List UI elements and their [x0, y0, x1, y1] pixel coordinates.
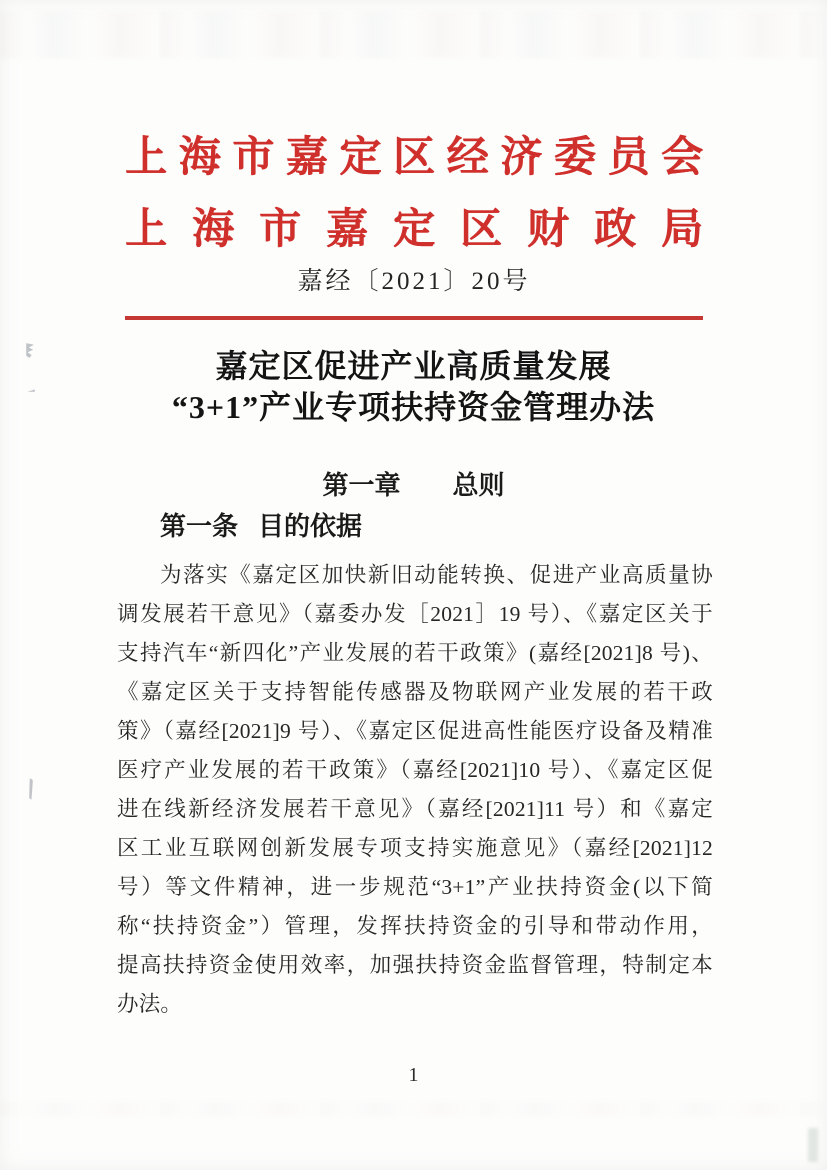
- body-line: 支持汽车“新四化”产业发展的若干政策》(嘉经[2021]8 号)、: [117, 641, 713, 665]
- body-line: 号）等文件精神，进一步规范“3+1”产业扶持资金(以下简: [117, 875, 713, 899]
- body-line: 调发展若干意见》（嘉委办发［2021］19 号）、《嘉定区关于: [117, 602, 713, 626]
- page-number: 1: [408, 1064, 419, 1086]
- body-line: 称“扶持资金”）管理，发挥扶持资金的引导和带动作用，: [117, 914, 713, 938]
- scan-smudge-mark: [29, 778, 33, 800]
- document-title-line-1: 嘉定区促进产业高质量发展: [215, 348, 612, 384]
- scan-smudge-mark: [808, 1128, 818, 1162]
- red-separator-line: [125, 316, 703, 320]
- body-line: 策》（嘉经[2021]9 号）、《嘉定区促进高性能医疗设备及精准: [117, 719, 713, 743]
- body-line: 《嘉定区关于支持智能传感器及物联网产业发展的若干政: [117, 680, 713, 704]
- body-line: 提高扶持资金使用效率，加强扶持资金监督管理，特制定本: [117, 953, 713, 977]
- body-line: 为落实《嘉定区加快新旧动能转换、促进产业高质量协: [160, 563, 713, 587]
- issuing-org-line-2: 上海市嘉定区财政局: [125, 207, 729, 253]
- document-title-line-2: “3+1”产业专项扶持资金管理办法: [171, 389, 656, 425]
- body-line: 区工业互联网创新发展专项支持实施意见》（嘉经[2021]12: [117, 836, 713, 860]
- issuing-org-line-1: 上海市嘉定区经济委员会: [125, 135, 715, 181]
- chapter-title: 总则: [452, 470, 505, 500]
- article-number: 第一条: [160, 511, 239, 541]
- body-line: 医疗产业发展的若干政策》（嘉经[2021]10 号）、《嘉定区促: [117, 758, 713, 782]
- chapter-heading: [0, 465, 827, 502]
- body-paragraph: [117, 556, 713, 1024]
- letterhead: [125, 122, 729, 266]
- chapter-number: 第一章: [322, 470, 401, 500]
- bleed-through-ghost-bottom: [0, 1102, 827, 1116]
- article-heading: [160, 506, 362, 543]
- body-line: 办法。: [117, 992, 183, 1016]
- bleed-through-ghost-top: [0, 12, 827, 58]
- document-reference-number: 嘉经〔2021〕20号: [297, 268, 531, 295]
- article-title: 目的依据: [258, 511, 363, 541]
- body-line: 进在线新经济发展若干意见》（嘉经[2021]11 号）和《嘉定: [117, 797, 713, 821]
